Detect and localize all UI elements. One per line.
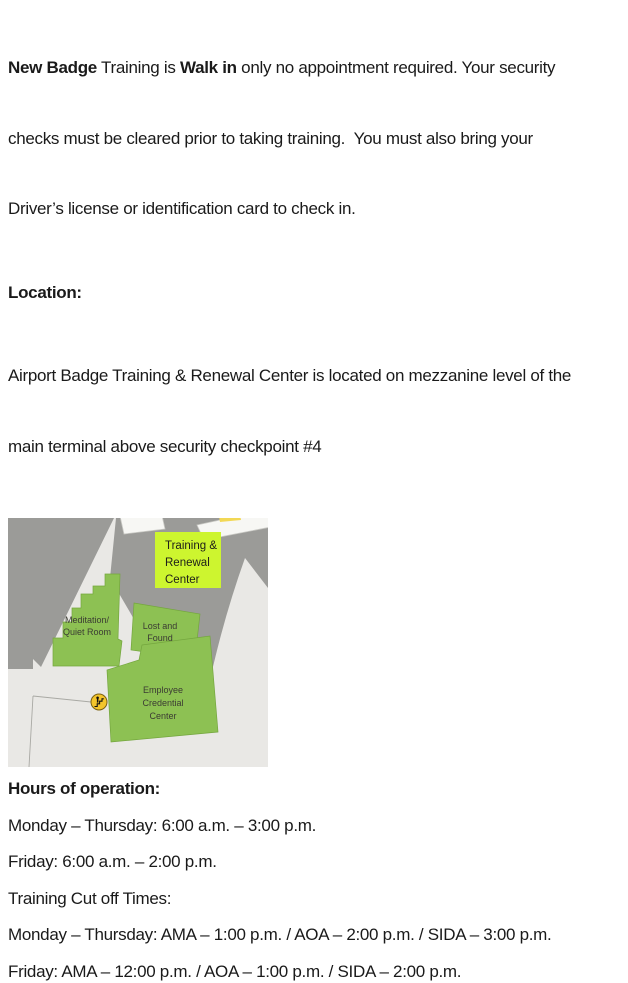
location-line-2: main terminal above security checkpoint #4 xyxy=(8,435,620,459)
map-label-lost-found-2: Found xyxy=(147,633,173,643)
intro-line-2: checks must be cleared prior to taking training. You must also bring your xyxy=(8,127,620,151)
map-label-meditation-2: Quiet Room xyxy=(63,627,111,637)
map-label-employee-1: Employee xyxy=(143,685,183,695)
map-label-employee-3: Center xyxy=(149,711,176,721)
map-label-lost-found-1: Lost and xyxy=(143,621,178,631)
intro-paragraph xyxy=(8,9,620,268)
cutoff-friday: Friday: AMA – 12:00 p.m. / AOA – 1:00 p.m. / SIDA – 2:00 p.m. xyxy=(8,960,620,983)
intro-line-3: Driver’s license or identification card to check in. xyxy=(8,197,620,221)
escalator-person-head xyxy=(96,697,99,700)
cutoff-mon-thu: Monday – Thursday: AMA – 1:00 p.m. / AOA – 2:00 p.m. / SIDA – 3:00 p.m. xyxy=(8,923,620,947)
map-label-meditation-1: Meditation/ xyxy=(65,615,110,625)
escalator-icon xyxy=(91,694,107,710)
hours-friday: Friday: 6:00 a.m. – 2:00 p.m. xyxy=(8,850,620,874)
map-label-training-2: Renewal xyxy=(165,557,210,569)
hours-mon-thu: Monday – Thursday: 6:00 a.m. – 3:00 p.m. xyxy=(8,814,620,838)
document-body xyxy=(8,9,620,983)
terminal-mezzanine-map xyxy=(8,518,268,767)
escalator-person-body xyxy=(97,699,99,703)
map-label-employee-2: Credential xyxy=(142,698,183,708)
intro-bold-walk-in: Walk in xyxy=(180,58,237,77)
hours-heading: Hours of operation: xyxy=(8,777,620,801)
intro-bold-new-badge: New Badge xyxy=(8,58,97,77)
location-heading: Location: xyxy=(8,281,620,305)
map-label-training-3: Center xyxy=(165,574,200,586)
intro-text-1: Training is xyxy=(97,58,180,77)
location-line-1: Airport Badge Training & Renewal Center is located on mezzanine level of the xyxy=(8,364,620,388)
intro-line-1 xyxy=(8,56,620,80)
location-paragraph xyxy=(8,317,620,505)
cutoff-heading: Training Cut off Times: xyxy=(8,887,620,911)
map-label-training-1: Training & xyxy=(165,540,217,552)
map-image xyxy=(8,518,268,767)
intro-text-2: only no appointment required. Your security xyxy=(237,58,556,77)
